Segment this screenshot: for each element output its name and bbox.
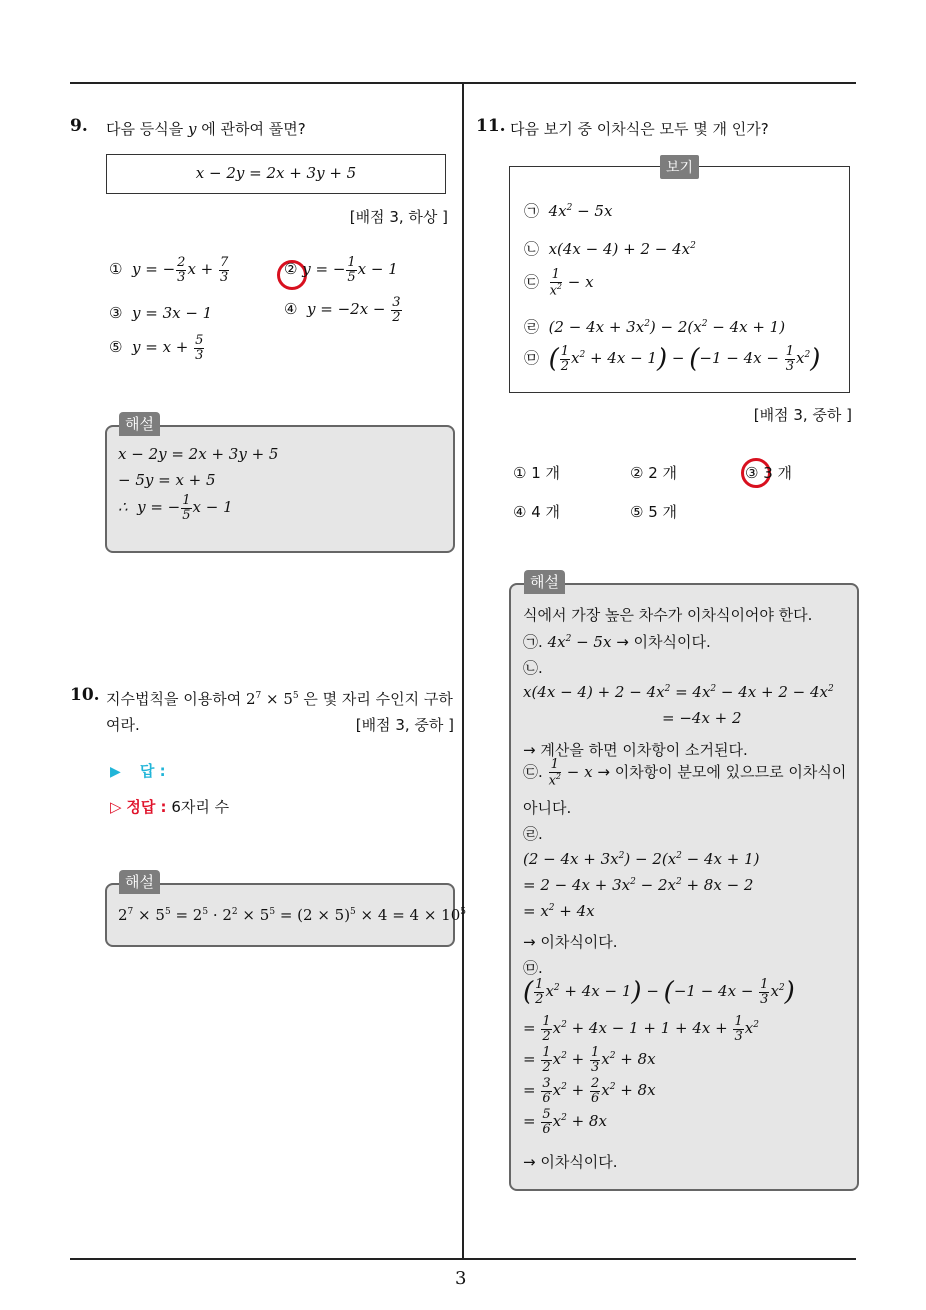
q10-number: 10. bbox=[70, 685, 100, 705]
q11-sol-e-line-6: → 이차식이다. bbox=[523, 1153, 618, 1171]
q11-bogi-item-c: ㉢ $\frac{1}{x^2}$ − x bbox=[524, 267, 594, 298]
q10-answer-row[interactable] bbox=[110, 760, 166, 781]
q9-solution-line-3: ∴ y = − $\frac{1}{5}$ x − 1 bbox=[118, 493, 233, 523]
q11-sol-d-mark: ㉣. bbox=[523, 825, 543, 843]
column-divider bbox=[462, 83, 464, 1259]
q10-score: [배점 3, 중하 ] bbox=[355, 716, 454, 734]
q10-question-line-1: 지수법칙을 이용하여 $2^7 \times 5^5$ 은 몇 자리 수인지 구하 bbox=[106, 690, 453, 708]
q10-question-line-2: 여라. bbox=[106, 716, 140, 734]
q9-equation-box bbox=[106, 154, 446, 194]
q11-sol-e-line-5: = $\frac{5}{6}$ $x^2 + 8x$ bbox=[523, 1107, 607, 1137]
q11-sol-b-line-1: $x(4x - 4) + 2 - 4x^2 = 4x^2 - 4x + 2 - 4x^2$ bbox=[523, 683, 834, 701]
q9-choice-4[interactable]: ④ y = −2x − $\frac{3}{2}$ bbox=[284, 295, 401, 325]
page-number: 3 bbox=[455, 1268, 467, 1289]
q9-equation: x − 2y = 2x + 3y + 5 bbox=[195, 164, 357, 182]
q11-sol-e-line-4: = $\frac{3}{6}$ $x^2$ + $\frac{2}{6}$ $x^2 + 8x$ bbox=[523, 1076, 656, 1106]
q10-solution-line: $2^7 \times 5^5 = 2^5 \cdot 2^2 \times 5^5 = (2 \times 5)^5 \times 4 = 4 \times 10^5$ bbox=[118, 906, 467, 924]
q11-sol-c-line-1: ㉢. $\frac{1}{x^2}$ − x → 이차항이 분모에 있으므로 이차식이 bbox=[523, 757, 847, 788]
q10-solution-label: 해설 bbox=[119, 870, 160, 894]
q11-sol-e-mark: ㉤. bbox=[523, 959, 543, 977]
q11-score: [배점 3, 중하 ] bbox=[753, 406, 852, 424]
q11-sol-a: ㉠. $4x^2 - 5x$ → 이차식이다. bbox=[523, 633, 711, 651]
q9-solution-line-1: x − 2y = 2x + 3y + 5 bbox=[118, 445, 279, 463]
q11-bogi-item-b: ㉡ $x(4x - 4) + 2 - 4x^2$ bbox=[524, 240, 696, 258]
q9-choice-1[interactable]: ① y = − $\frac{2}{3}$ x + $\frac{7}{3}$ bbox=[109, 255, 229, 285]
q10-correct-value: 6자리 수 bbox=[171, 798, 230, 816]
q9-score: [배점 3, 하상 ] bbox=[349, 208, 448, 226]
q11-sol-c-line-2: 아니다. bbox=[523, 799, 572, 817]
q9-choice-3[interactable]: ③ y = 3x − 1 bbox=[109, 304, 213, 322]
q11-sol-e-line-3: = $\frac{1}{2}$ $x^2$ + $\frac{1}{3}$ $x^2 + 8x$ bbox=[523, 1045, 656, 1075]
q11-sol-d-line-3: = $x^2 + 4x$ bbox=[523, 902, 595, 920]
q9-solution-line-2: − 5y = x + 5 bbox=[118, 471, 216, 489]
q11-sol-e-line-1: ( $\frac{1}{2}$ $x^2 + 4x - 1) - (-1 - 4x$ − $\frac{1}{3}$ $x^2$) bbox=[523, 977, 795, 1008]
q11-choice-1[interactable]: ① 1 개 bbox=[513, 464, 561, 482]
q11-bogi-item-d: ㉣ $(2 - 4x + 3x^2) - 2(x^2 - 4x + 1)$ bbox=[524, 318, 786, 336]
q11-choice-4[interactable]: ④ 4 개 bbox=[513, 503, 561, 521]
q11-bogi-label: 보기 bbox=[660, 155, 699, 179]
q9-question-text: 다음 등식을 y 에 관하여 풀면? bbox=[106, 120, 306, 138]
q11-sol-e-line-2: = $\frac{1}{2}$ $x^2 + 4x - 1 + 1 + 4x$ + $\frac{1}{3}$ $x^2$ bbox=[523, 1014, 759, 1044]
play-icon: ▶ bbox=[110, 764, 121, 780]
q11-bogi-item-a: ㉠ $4x^2 - 5x$ bbox=[524, 202, 613, 220]
q11-sol-d-line-1: $(2 - 4x + 3x^2) - 2(x^2 - 4x + 1)$ bbox=[523, 850, 760, 868]
q11-sol-b-line-3: → 계산을 하면 이차항이 소거된다. bbox=[523, 741, 748, 759]
q10-answer-label: 답 : bbox=[139, 762, 166, 780]
q9-number: 9. bbox=[70, 116, 88, 136]
bottom-rule bbox=[70, 1258, 856, 1260]
q9-choice-2[interactable]: ② y = − $\frac{1}{5}$ x − 1 bbox=[284, 255, 398, 285]
q11-sol-d-line-2: = $2 - 4x + 3x^2 - 2x^2 + 8x - 2$ bbox=[523, 876, 754, 894]
q11-number: 11. bbox=[476, 116, 506, 136]
q11-question-text: 다음 보기 중 이차식은 모두 몇 개 인가? bbox=[510, 120, 769, 138]
q10-correct-label: 정답 : bbox=[126, 798, 167, 816]
q11-sol-b-mark: ㉡. bbox=[523, 659, 543, 677]
q11-bogi-item-e: ㉤ ( $\frac{1}{2}$ $x^2 + 4x - 1) - (-1 - 4x$ − $\frac{1}{3}$ $x^2$) bbox=[524, 344, 821, 375]
q11-choice-5[interactable]: ⑤ 5 개 bbox=[630, 503, 678, 521]
q10-correct-row bbox=[110, 796, 229, 817]
q9-choice-5[interactable]: ⑤ y = x + $\frac{5}{3}$ bbox=[109, 333, 204, 363]
q9-solution-label: 해설 bbox=[119, 412, 160, 436]
q11-sol-d-line-4: → 이차식이다. bbox=[523, 933, 618, 951]
q11-choice-2[interactable]: ② 2 개 bbox=[630, 464, 678, 482]
q11-sol-intro: 식에서 가장 높은 차수가 이차식이어야 한다. bbox=[523, 606, 813, 624]
q11-solution-label: 해설 bbox=[524, 570, 565, 594]
outline-play-icon: ▷ bbox=[110, 798, 122, 816]
q11-choice-3[interactable]: ③ 3 개 bbox=[745, 464, 793, 482]
q11-sol-b-line-2: = −4x + 2 bbox=[662, 709, 742, 727]
